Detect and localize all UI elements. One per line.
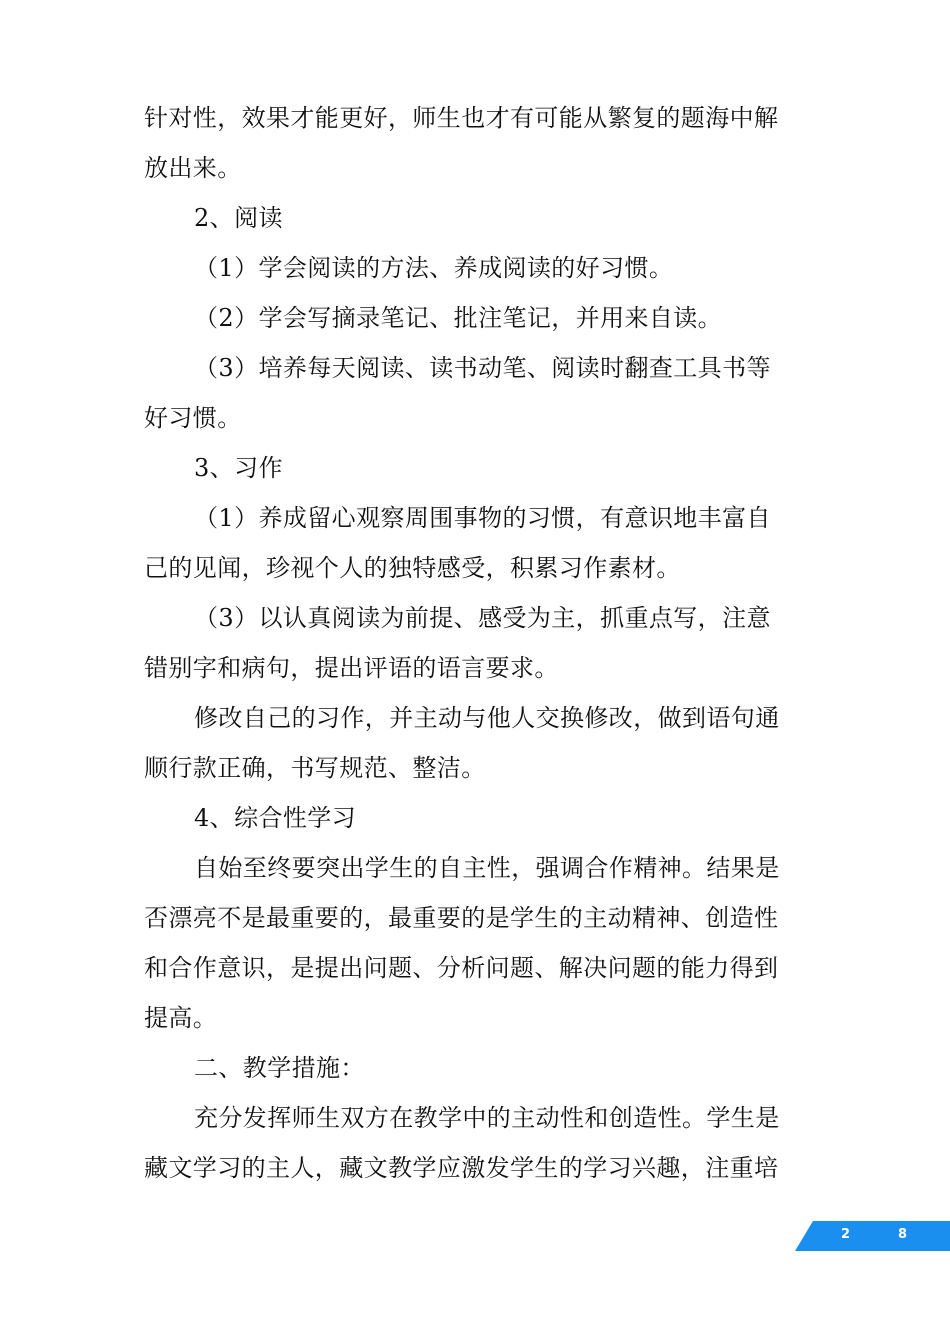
- paragraph-start: 自始至终要突出学生的自主性，强调合作精神。结果是: [194, 854, 780, 882]
- current-page-number: 2: [841, 1227, 851, 1242]
- text-line: 好习惯。: [144, 404, 242, 432]
- paragraph-start: 修改自己的习作，并主动与他人交换修改，做到语句通: [194, 704, 780, 732]
- section-heading: 2、阅读: [194, 204, 283, 232]
- total-page-number: 8: [898, 1227, 908, 1242]
- list-item: （1）学会阅读的方法、养成阅读的好习惯。: [194, 254, 674, 282]
- text-line: 错别字和病句，提出评语的语言要求。: [144, 654, 559, 682]
- page-number-tab: [795, 1221, 950, 1251]
- text-line: 否漂亮不是最重要的，最重要的是学生的主动精神、创造性: [144, 904, 779, 932]
- text-line: 放出来。: [144, 154, 242, 182]
- text-line: 和合作意识，是提出问题、分析问题、解决问题的能力得到: [144, 954, 779, 982]
- list-item: （2）学会写摘录笔记、批注笔记，并用来自读。: [194, 304, 723, 332]
- section-heading: 4、综合性学习: [194, 804, 357, 832]
- text-line: 针对性，效果才能更好，师生也才有可能从繁复的题海中解: [144, 104, 779, 132]
- text-line: 提高。: [144, 1004, 218, 1032]
- list-item: （3）培养每天阅读、读书动笔、阅读时翻查工具书等: [194, 354, 771, 382]
- text-line: 己的见闻，珍视个人的独特感受，积累习作素材。: [144, 554, 681, 582]
- text-line: 藏文学习的主人，藏文教学应激发学生的学习兴趣，注重培: [144, 1154, 779, 1182]
- section-heading: 3、习作: [194, 454, 283, 482]
- list-item: （3）以认真阅读为前提、感受为主，抓重点写，注意: [194, 604, 771, 632]
- text-line: 顺行款正确，书写规范、整洁。: [144, 754, 486, 782]
- section-heading: 二、教学措施：: [194, 1054, 365, 1082]
- paragraph-start: 充分发挥师生双方在教学中的主动性和创造性。学生是: [194, 1104, 780, 1132]
- list-item: （1）养成留心观察周围事物的习惯，有意识地丰富自: [194, 504, 771, 532]
